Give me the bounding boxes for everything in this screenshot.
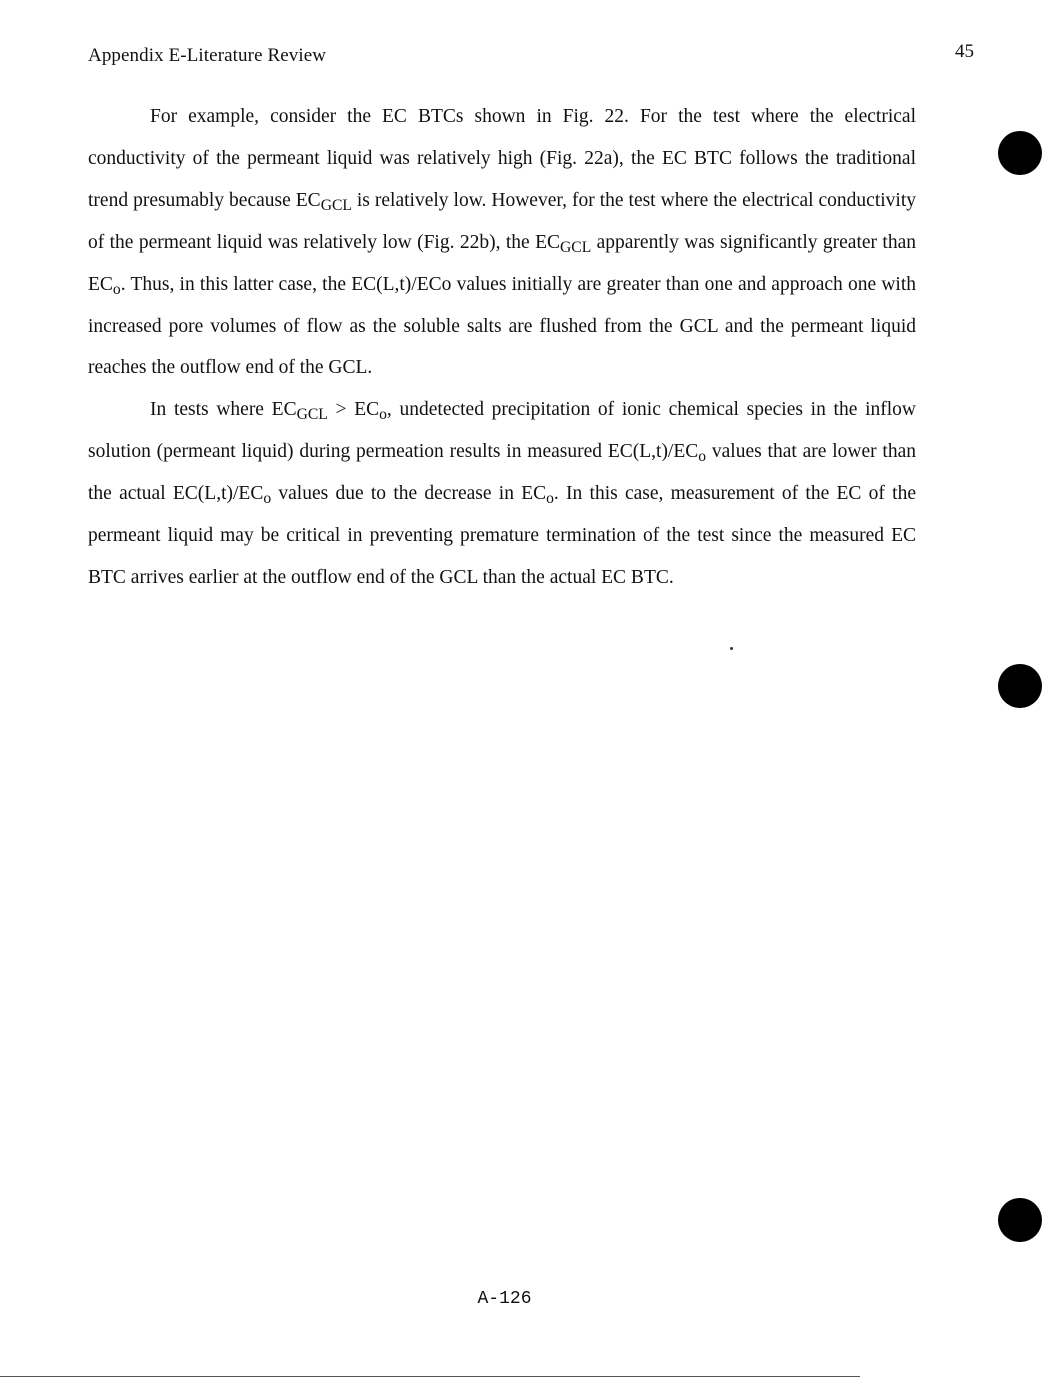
- text-run: . Thus, in this latter case, the EC(L,t)/ECo values initially are greater than one and approach one with increased pore volumes of flow as the soluble salts are flushed from the GCL and the permeant liquid reaches the outflow end of the GCL.: [88, 273, 916, 379]
- text-run: > EC: [327, 399, 380, 421]
- text-run: values due to the decrease in EC: [271, 483, 547, 505]
- punch-hole-middle: [998, 664, 1042, 708]
- text-run: values that are lower than the actual EC(L,t)/EC: [88, 441, 916, 505]
- running-header: Appendix E-Literature Review: [88, 45, 327, 66]
- scan-speck: [730, 647, 733, 650]
- subscript: GCL: [320, 196, 352, 214]
- subscript: o: [698, 448, 707, 466]
- text-run: , undetected precipitation of ionic chemical species in the inflow solution (permeant liquid) during permeation results in measured EC(L,t)/EC: [88, 399, 916, 463]
- bottom-edge-line: [0, 1376, 860, 1377]
- subscript: o: [112, 280, 121, 298]
- body-text: [88, 96, 916, 599]
- subscript: o: [379, 406, 387, 424]
- page-number: 45: [955, 41, 974, 62]
- text-run: For example, consider the EC BTCs shown in Fig. 22. For the test where the electrical conductivity of the permeant liquid was relatively high (Fig. 22a), the EC BTC follows the traditional trend presumably because EC: [88, 106, 916, 211]
- subscript: o: [546, 490, 554, 508]
- text-run: In tests where EC: [150, 399, 297, 421]
- paragraph-1: [88, 96, 916, 389]
- text-run: apparently was significantly greater than EC: [88, 231, 916, 295]
- text-run: . In this case, measurement of the EC of the permeant liquid may be critical in preventing premature termination of the test since the measured EC BTC arrives earlier at the outflow end of the GCL than the actual EC BTC.: [88, 483, 916, 588]
- punch-hole-bottom: [998, 1198, 1042, 1242]
- footer-page-code: A-126: [477, 1289, 532, 1309]
- text-run: is relatively low. However, for the test where the electrical conductivity of the permeant liquid was relatively low (Fig. 22b), the EC: [88, 189, 916, 253]
- subscript: GCL: [560, 238, 592, 256]
- subscript: o: [263, 490, 272, 508]
- paragraph-2: [88, 389, 916, 599]
- punch-hole-top: [998, 131, 1042, 175]
- subscript: GCL: [296, 406, 328, 424]
